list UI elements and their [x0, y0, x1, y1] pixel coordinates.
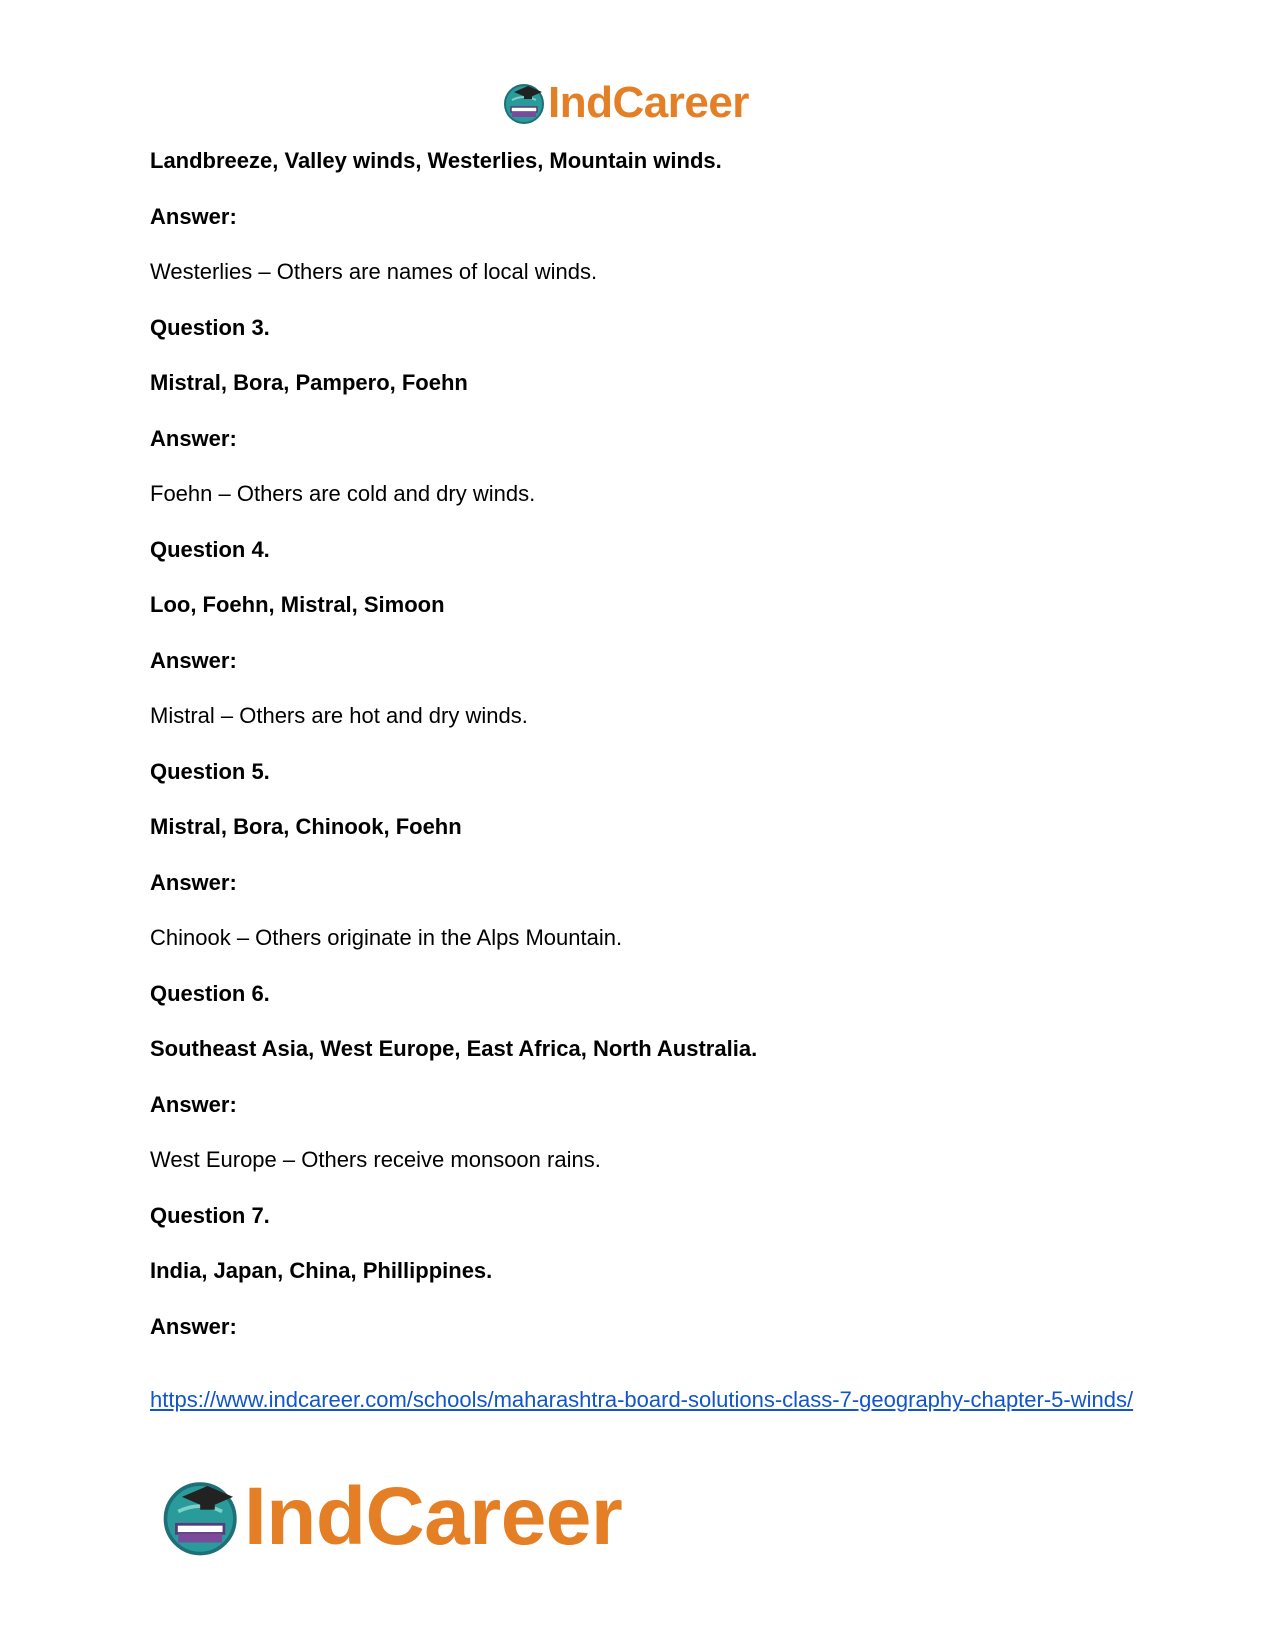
bold-line: Mistral, Bora, Chinook, Foehn — [150, 814, 462, 839]
bold-line: Mistral, Bora, Pampero, Foehn — [150, 370, 468, 395]
answer-text: Westerlies – Others are names of local winds. — [150, 259, 598, 284]
bold-line: Answer: — [150, 1314, 237, 1339]
footer-logo — [160, 1471, 623, 1562]
brand-name: IndCareer — [548, 78, 749, 127]
answer-text: West Europe – Others receive monsoon rains. — [150, 1147, 601, 1172]
bold-line: Answer: — [150, 426, 237, 451]
source-link[interactable]: https://www.indcareer.com/schools/maharashtra-board-solutions-class-7-geography-chapter-5-winds/ — [150, 1387, 1134, 1412]
bold-line: Question 5. — [150, 759, 270, 784]
answer-text: Foehn – Others are cold and dry winds. — [150, 481, 536, 506]
bold-line: Question 3. — [150, 315, 270, 340]
bold-line: Question 6. — [150, 981, 270, 1006]
bold-line: Loo, Foehn, Mistral, Simoon — [150, 592, 445, 617]
bold-line: Landbreeze, Valley winds, Westerlies, Mountain winds. — [150, 148, 722, 173]
header-logo — [502, 78, 749, 128]
answer-text: Mistral – Others are hot and dry winds. — [150, 703, 528, 728]
bold-line: Answer: — [150, 1092, 237, 1117]
globe-cap-book-icon — [160, 1475, 244, 1559]
bold-line: India, Japan, China, Phillippines. — [150, 1258, 493, 1283]
answer-text: Chinook – Others originate in the Alps Mountain. — [150, 925, 623, 950]
bold-line: Answer: — [150, 204, 237, 229]
globe-cap-book-icon — [502, 80, 548, 126]
bold-line: Question 4. — [150, 537, 270, 562]
brand-name: IndCareer — [244, 1471, 623, 1562]
bold-line: Question 7. — [150, 1203, 270, 1228]
bold-line: Answer: — [150, 870, 237, 895]
bold-line: Answer: — [150, 648, 237, 673]
bold-line: Southeast Asia, West Europe, East Africa, North Australia. — [150, 1036, 758, 1061]
